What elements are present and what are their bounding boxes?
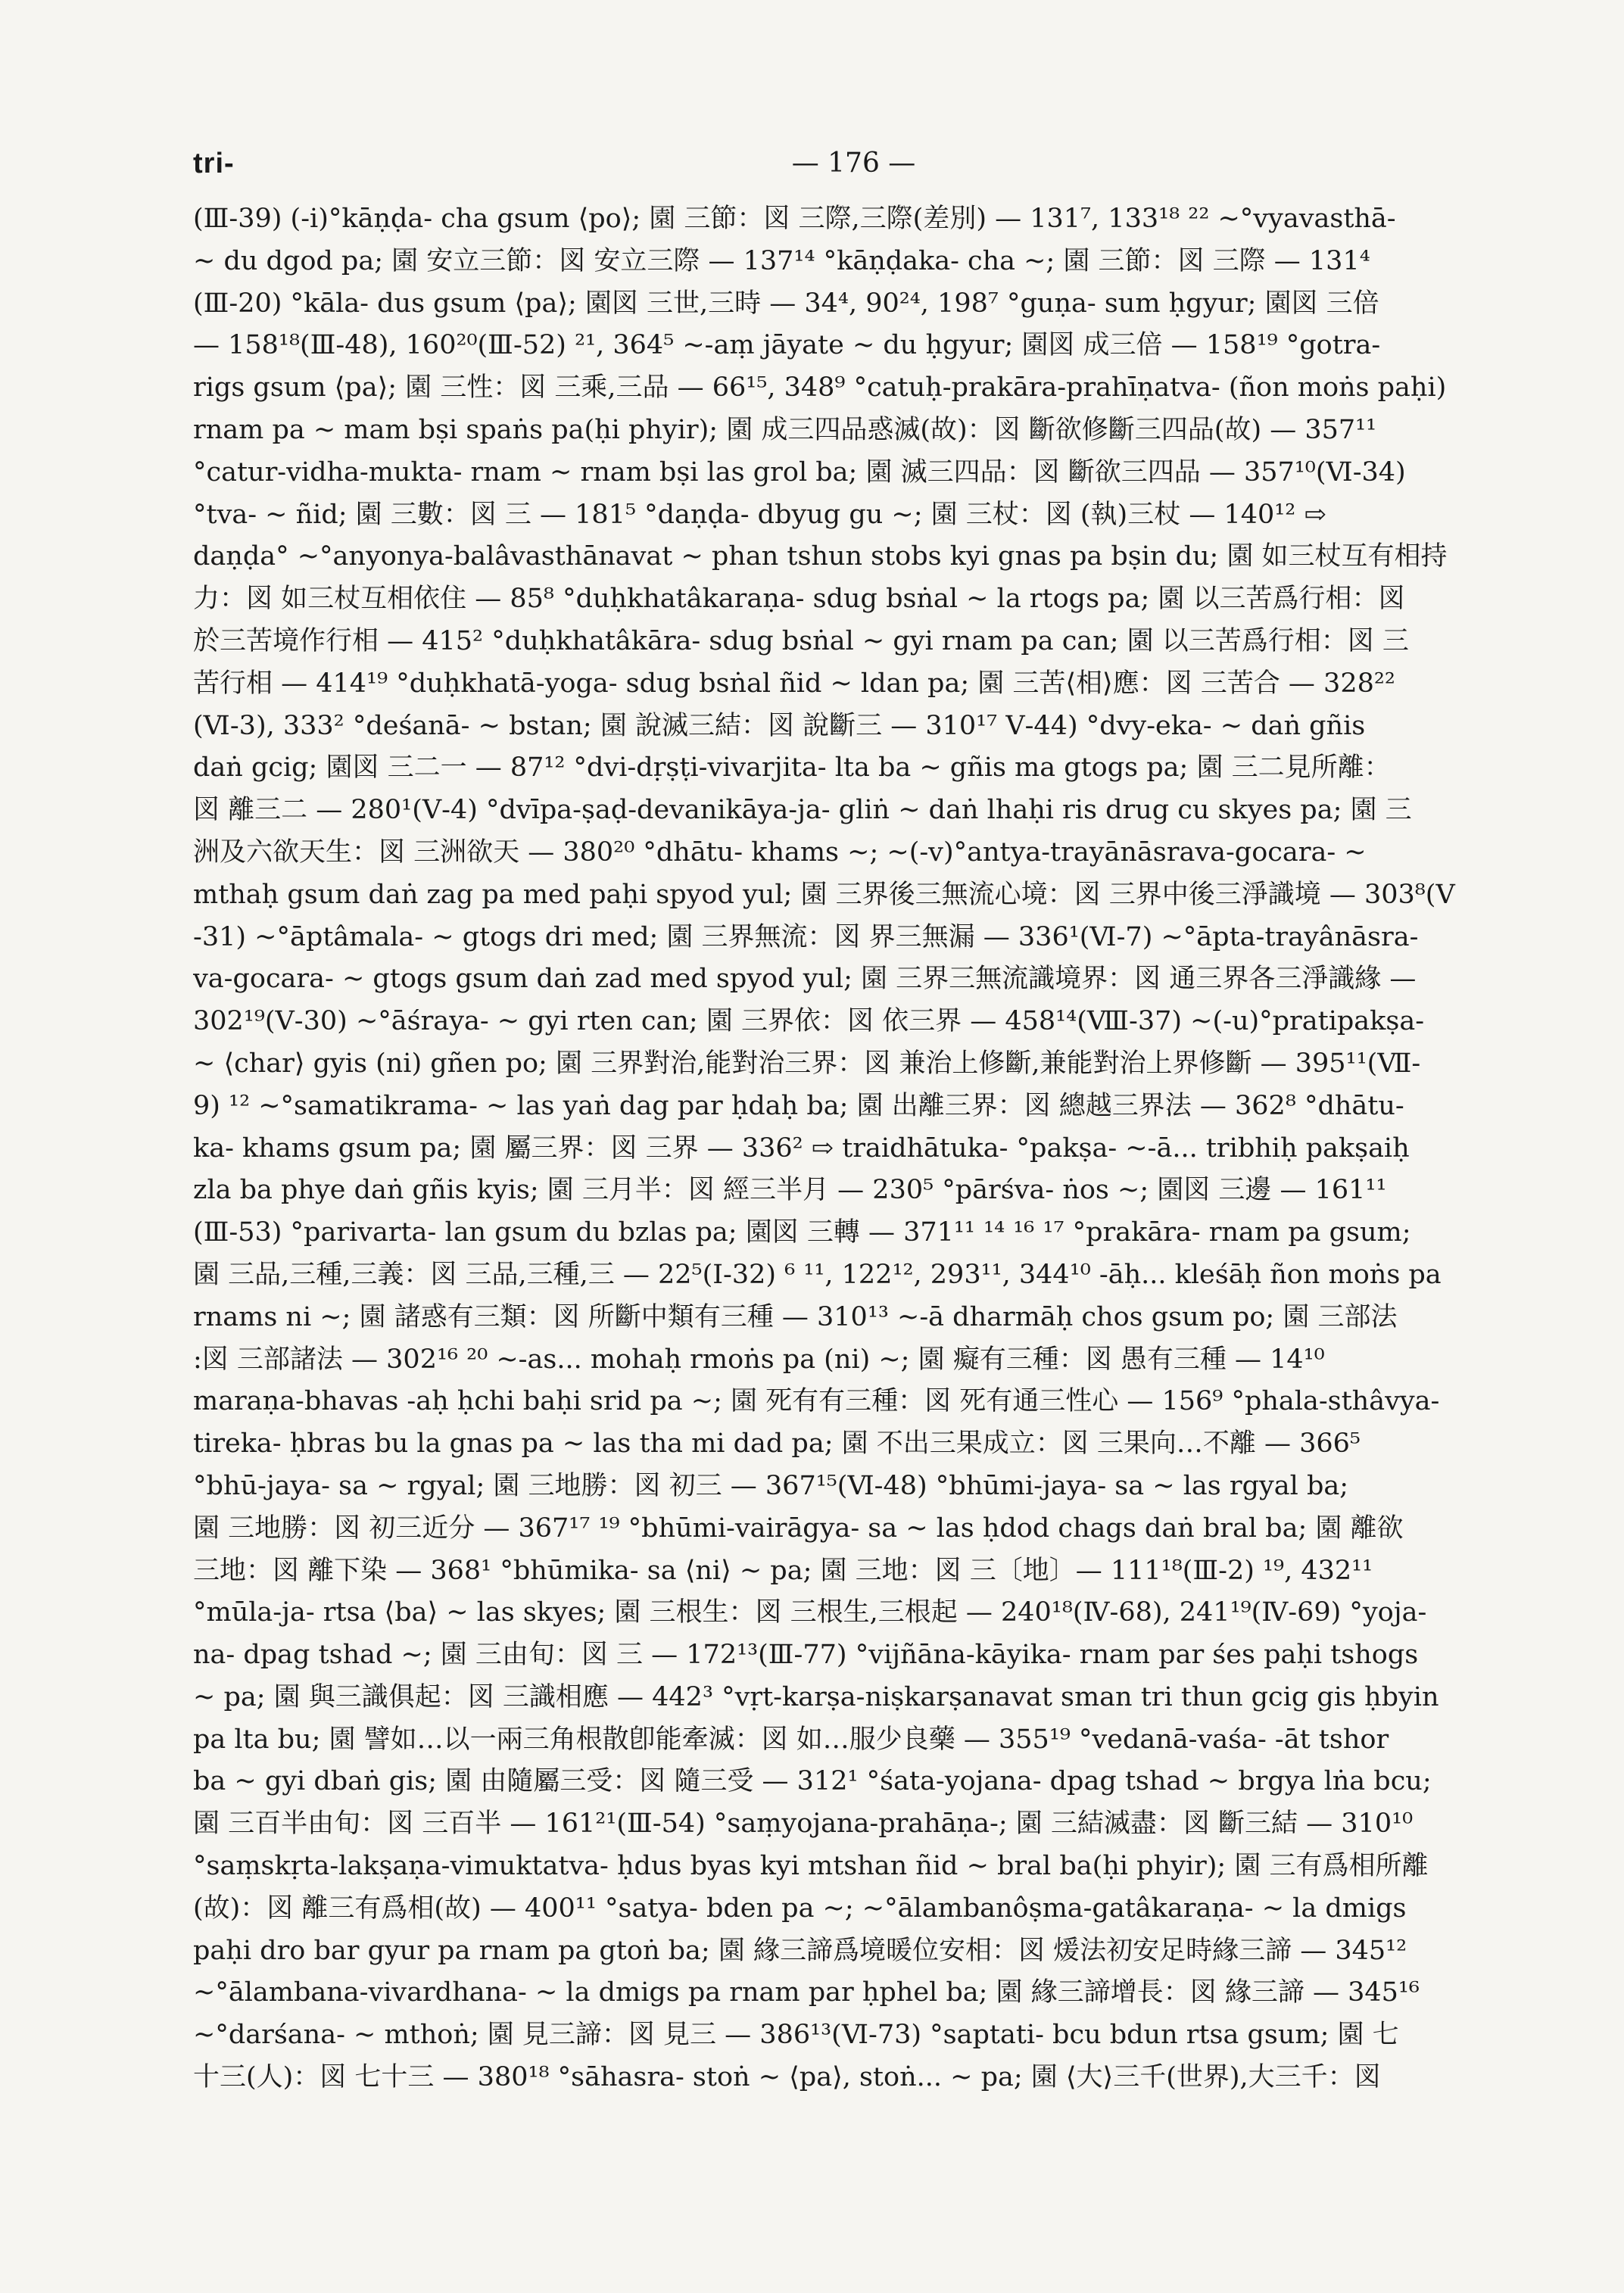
text-line: 9) ¹² ~°samatikrama- ~ las yaṅ dag par ḥdaḥ ba; 園 出離三界：図 總越三界法 — 362⁸ °dhātu- — [193, 1090, 1404, 1121]
text-line: (Ⅲ-53) °parivarta- lan gsum du bzlas pa; 園図 三轉 — 371¹¹ ¹⁴ ¹⁶ ¹⁷ °prakāra- rnam pa gsum; — [193, 1217, 1411, 1248]
text-line: 園 三品,三種,三義：図 三品,三種,三 — 22⁵(Ⅰ-32) ⁶ ¹¹, 122¹², 293¹¹, 344¹⁰ -āḥ... kleśāḥ ñon moṅs pa — [193, 1259, 1442, 1290]
page-header — [193, 148, 1514, 193]
text-line: -31) ~°āptâmala- ~ gtogs dri med; 園 三界無流：図 界三無漏 — 336¹(Ⅵ-7) ~°āpta-trayânāsra- — [193, 921, 1419, 952]
text-line: ~ ⟨char⟩ gyis (ni) gñen po; 園 三界對治,能對治三界：図 兼治上修斷,兼能對治上界修斷 — 395¹¹(Ⅶ- — [193, 1048, 1421, 1079]
text-line: ~ pa; 園 與三識俱起：図 三識相應 — 442³ °vṛt-karṣa-niṣkarṣanavat sman tri thun gcig gis ḥbyin — [193, 1681, 1439, 1712]
text-line: 苦行相 — 414¹⁹ °duḥkhatā-yoga- sdug bsṅal ñid ~ ldan pa; 園 三苦⟨相⟩應：図 三苦合 — 328²² — [193, 668, 1395, 699]
text-line: daṇḍa° ~°anyonya-balâvasthānavat ~ phan tshun stobs kyi gnas pa bṣin du; 園 如三杖互有相持 — [193, 541, 1448, 572]
text-line: ~ du dgod pa; 園 安立三節：図 安立三際 — 137¹⁴ °kāṇḍaka- cha ~; 園 三節：図 三際 — 131⁴ — [193, 245, 1370, 276]
text-line: 三地：図 離下染 — 368¹ °bhūmika- sa ⟨ni⟩ ~ pa; 園 三地：図 三〔地〕— 111¹⁸(Ⅲ-2) ¹⁹, 432¹¹ — [193, 1555, 1373, 1586]
text-line: 園 三百半由旬：図 三百半 — 161²¹(Ⅲ-54) °saṃyojana-prahāṇa-; 園 三結滅盡：図 斷三結 — 310¹⁰ — [193, 1809, 1414, 1840]
text-line: paḥi dro bar gyur pa rnam pa gtoṅ ba; 園 緣三諦爲境暖位安相：図 煖法初安足時緣三諦 — 345¹² — [193, 1935, 1407, 1966]
text-line: °bhū-jaya- sa ~ rgyal; 園 三地勝：図 初三 — 367¹⁵(Ⅵ-48) °bhūmi-jaya- sa ~ las rgyal ba; — [193, 1470, 1349, 1501]
running-head: tri- — [193, 148, 235, 179]
text-line: 洲及六欲天生：図 三洲欲天 — 380²⁰ °dhātu- khams ~; ~(-v)°antya-trayānāsrava-gocara- ~ — [193, 837, 1367, 868]
text-line: tireka- ḥbras bu la gnas pa ~ las tha mi dad pa; 園 不出三果成立：図 三果向…不離 — 366⁵ — [193, 1428, 1361, 1460]
text-line: rnam pa ~ mam bṣi spaṅs pa(ḥi phyir); 園 成三四品惑滅(故)：図 斷欲修斷三四品(故) — 357¹¹ — [193, 414, 1377, 445]
text-line: 園 三地勝：図 初三近分 — 367¹⁷ ¹⁹ °bhūmi-vairāgya- sa ~ las ḥdod chags daṅ bral ba; 園 離欲 — [193, 1513, 1404, 1544]
text-line: (Ⅵ-3), 333² °deśanā- ~ bstan; 園 說滅三結：図 說斷三 — 310¹⁷ Ⅴ-44) °dvy-eka- ~ daṅ gñis — [193, 710, 1366, 741]
text-line: na- dpag tshad ~; 園 三由旬：図 三 — 172¹³(Ⅲ-77) °vijñāna-kāyika- rnam par śes paḥi tshogs — [193, 1640, 1419, 1671]
dictionary-body — [193, 198, 1514, 2099]
text-line: — 158¹⁸(Ⅲ-48), 160²⁰(Ⅲ-52) ²¹, 364⁵ ~-aṃ jāyate ~ du ḥgyur; 園図 成三倍 — 158¹⁹ °gotra- — [193, 330, 1381, 361]
text-line: zla ba phye daṅ gñis kyis; 園 三月半：図 經三半月 — 230⁵ °pārśva- ṅos ~; 園図 三邊 — 161¹¹ — [193, 1175, 1387, 1206]
text-line: maraṇa-bhavas -aḥ ḥchi baḥi srid pa ~; 園 死有有三種：図 死有通三性心 — 156⁹ °phala-sthâvya- — [193, 1386, 1440, 1417]
text-line: ka- khams gsum pa; 園 屬三界：図 三界 — 336² ⇨ traidhātuka- °pakṣa- ~-ā... tribhiḥ pakṣaiḥ — [193, 1132, 1410, 1164]
text-line: 力：図 如三杖互相依住 — 85⁸ °duḥkhatâkaraṇa- sdug bsṅal ~ la rtogs pa; 園 以三苦爲行相：図 — [193, 584, 1405, 615]
text-line: rigs gsum ⟨pa⟩; 園 三性：図 三乘,三品 — 66¹⁵, 348⁹ °catuḥ-prakāra-prahīṇatva- (ñon moṅs paḥi) — [193, 372, 1447, 403]
text-line: ~°ālambana-vivardhana- ~ la dmigs pa rnam par ḥphel ba; 園 緣三諦增長：図 緣三諦 — 345¹⁶ — [193, 1977, 1420, 2008]
text-line: ba ~ gyi dbaṅ gis; 園 由隨屬三受：図 隨三受 — 312¹ °śata-yojana- dpag tshad ~ brgya lṅa bcu; — [193, 1766, 1432, 1797]
page-number: — 176 — — [791, 148, 916, 179]
text-line: (Ⅲ-20) °kāla- dus gsum ⟨pa⟩; 園図 三世,三時 — 34⁴, 90²⁴, 198⁷ °guṇa- sum ḥgyur; 園図 三倍 — [193, 288, 1379, 319]
text-line: daṅ gcig; 園図 三二一 — 87¹² °dvi-dṛṣṭi-vivarjita- lta ba ~ gñis ma gtogs pa; 園 三二見所離： — [193, 752, 1391, 784]
text-line: °catur-vidha-mukta- rnam ~ rnam bṣi las grol ba; 園 滅三四品：図 斷欲三四品 — 357¹⁰(Ⅵ-34) — [193, 456, 1406, 488]
text-line: mthaḥ gsum daṅ zag pa med paḥi spyod yul; 園 三界後三無流心境：図 三界中後三淨識境 — 303⁸(Ⅴ — [193, 879, 1455, 910]
text-line: 302¹⁹(Ⅴ-30) ~°āśraya- ~ gyi rten can; 園 三界依：図 依三界 — 458¹⁴(Ⅷ-37) ~(-u)°pratipakṣa- — [193, 1006, 1425, 1037]
text-line: ~°darśana- ~ mthoṅ; 園 見三諦：図 見三 — 386¹³(Ⅵ-73) °saptati- bcu bdun rtsa gsum; 園 七 — [193, 2020, 1399, 2051]
text-line: pa lta bu; 園 譬如…以一兩三角根散卽能牽滅：図 如…服少良藥 — 355¹⁹ °vedanā-vaśa- -āt tshor — [193, 1724, 1389, 1755]
text-line: 図 離三二 — 280¹(Ⅴ-4) °dvīpa-ṣaḍ-devanikāya-ja- gliṅ ~ daṅ lhaḥi ris drug cu skyes pa; 園 三 — [193, 795, 1412, 826]
text-line: va-gocara- ~ gtogs gsum daṅ zad med spyod yul; 園 三界三無流識境界：図 通三界各三淨識緣 — — [193, 964, 1417, 995]
text-line: 於三苦境作行相 — 415² °duḥkhatâkāra- sdug bsṅal ~ gyi rnam pa can; 園 以三苦爲行相：図 三 — [193, 625, 1409, 656]
text-line: (故)：図 離三有爲相(故) — 400¹¹ °satya- bden pa ~; ~°ālambanôṣma-gatâkaraṇa- ~ la dmigs — [193, 1893, 1407, 1924]
text-line: °tva- ~ ñid; 園 三數：図 三 — 181⁵ °daṇḍa- dbyug gu ~; 園 三杖：図 (執)三杖 — 140¹² ⇨ — [193, 499, 1326, 530]
text-line: (Ⅲ-39) (-i)°kāṇḍa- cha gsum ⟨po⟩; 園 三節：図 三際,三際(差別) — 131⁷, 133¹⁸ ²² ~°vyavasthā- — [193, 204, 1396, 234]
text-line: :図 三部諸法 — 302¹⁶ ²⁰ ~-as... mohaḥ rmoṅs pa (ni) ~; 園 癡有三種：図 愚有三種 — 14¹⁰ — [193, 1344, 1325, 1375]
text-line: °mūla-ja- rtsa ⟨ba⟩ ~ las skyes; 園 三根生：図 三根生,三根起 — 240¹⁸(Ⅳ-68), 241¹⁹(Ⅳ-69) °yoja- — [193, 1597, 1427, 1628]
text-line: rnams ni ~; 園 諸惑有三類：図 所斷中類有三種 — 310¹³ ~-ā dharmāḥ chos gsum po; 園 三部法 — [193, 1301, 1398, 1332]
text-line: 十三(人)：図 七十三 — 380¹⁸ °sāhasra- stoṅ ~ ⟨pa⟩, stoṅ... ~ pa; 園 ⟨大⟩三千(世界),大三千：図 — [193, 2062, 1381, 2093]
text-line: °saṃskṛta-lakṣaṇa-vimuktatva- ḥdus byas kyi mtshan ñid ~ bral ba(ḥi phyir); 園 三有爲相所離 — [193, 1851, 1429, 1882]
